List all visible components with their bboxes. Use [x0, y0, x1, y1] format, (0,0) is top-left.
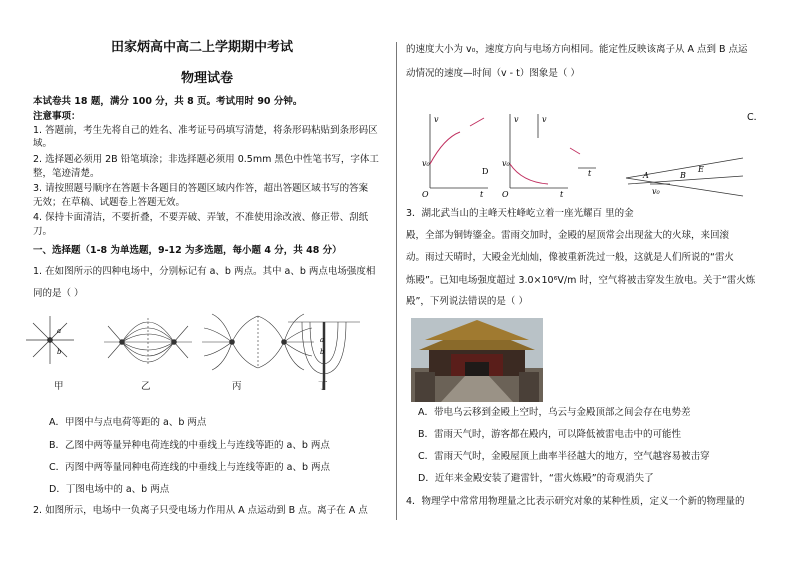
- note-line: 无效；在草稿、试题卷上答题无效。: [33, 197, 186, 208]
- svg-text:v₀: v₀: [652, 187, 660, 196]
- svg-text:a: a: [57, 327, 62, 335]
- q2-graphs: [418, 108, 773, 200]
- exam-subject: 物理试卷: [181, 71, 234, 86]
- q1-stem: 1. 在如图所示的四种电场中，分别标记有 a、b 两点。其中 a、b 两点电场强度相: [33, 266, 376, 277]
- note-line: 域。: [33, 138, 53, 149]
- svg-text:a: a: [320, 336, 325, 344]
- vt-graph-c: [538, 114, 596, 168]
- q1-option-c: C．丙图中两等量同种电荷连线的中垂线上与连线等距的 a、b 两点: [49, 462, 331, 473]
- q1-figures: [20, 312, 365, 392]
- section-heading: 一、选择题（1-8 为单选题，9-12 为多选题，每小题 4 分，共 48 分）: [33, 245, 342, 256]
- svg-text:O: O: [422, 190, 429, 199]
- svg-text:t: t: [588, 169, 592, 178]
- point-charge-figure: [26, 316, 74, 364]
- q1-stem: 同的是（ ）: [33, 288, 84, 299]
- note-line: 3. 请按照题号顺序在答题卡各题目的答题区域内作答，超出答题区域书写的答案: [33, 183, 369, 194]
- note-line: 1. 答题前，考生先将自己的姓名、准考证号码填写清楚，将条形码粘贴到条形码区: [33, 125, 378, 136]
- svg-text:v: v: [514, 115, 519, 124]
- q2-stem: 的速度大小为 v₀，速度方向与电场方向相同。能定性反映该离子从 A 点到 B 点运: [406, 44, 748, 55]
- q2-option-c: C．: [747, 112, 764, 123]
- q3-line: 动。雨过天晴时，大殿金光灿灿，像被重新洗过一般，这就是人们所说的“雷火: [406, 252, 734, 263]
- svg-text:D: D: [482, 167, 489, 176]
- note-line: 整，笔迹清楚。: [33, 168, 100, 179]
- column-divider: [396, 42, 397, 520]
- q3-option-b: B．雷雨天气时，游客都在殿内，可以降低被雷电击中的可能性: [418, 429, 682, 440]
- svg-text:E: E: [698, 165, 704, 174]
- svg-text:v: v: [542, 115, 547, 124]
- q3-option-c: C．雷雨天气时，金殿屋顶上曲率半径越大的地方，空气越容易被击穿: [418, 451, 710, 462]
- opposite-charges-figure: [104, 318, 192, 366]
- q4-stem: 4．物理学中常常用物理量之比表示研究对象的某种性质，定义一个新的物理量的: [406, 496, 745, 507]
- q3-line: 3．湖北武当山的主峰天柱峰屹立着一座光耀百 里的金: [406, 208, 634, 219]
- svg-text:B: B: [680, 171, 686, 180]
- q3-line: 炼殿”。已知电场强度超过 3.0×10⁶V/m 时，空气将被击穿发生放电。关于“雷火炼: [406, 275, 756, 286]
- q3-line: 殿，全部为铜铸鎏金。雷雨交加时，金殿的屋顶常会出现盆大的火球，来回滚: [406, 230, 730, 241]
- fig-label: 丙: [232, 381, 242, 392]
- svg-text:O: O: [502, 190, 509, 199]
- q3-option-d: D．近年来金殿安装了避雷针，“雷火炼殿”的奇观消失了: [418, 473, 654, 484]
- q1-option-b: B．乙图中两等量异种电荷连线的中垂线上与连线等距的 a、b 两点: [49, 440, 330, 451]
- vt-graph-b: [510, 114, 568, 188]
- svg-text:b: b: [57, 348, 62, 356]
- svg-text:v₀: v₀: [502, 159, 510, 168]
- note-line: 4. 保持卡面清洁，不要折叠，不要弄破、弄皱，不准使用涂改液、修正带、刮纸: [33, 212, 369, 223]
- plate-field-figure: [288, 322, 360, 390]
- svg-text:v₀: v₀: [422, 159, 430, 168]
- fig-label: 甲: [54, 381, 64, 392]
- svg-text:A: A: [643, 171, 649, 180]
- q3-option-a: A．带电乌云移到金殿上空时，乌云与金殿顶部之间会存在电势差: [418, 407, 691, 418]
- notes-heading: 注意事项：: [33, 111, 81, 122]
- q1-option-a: A．甲图中与点电荷等距的 a、b 两点: [49, 417, 207, 428]
- like-charges-figure: [202, 314, 314, 370]
- note-line: 刀。: [33, 226, 53, 237]
- svg-text:t: t: [560, 190, 564, 199]
- note-line: 2. 选择题必须用 2B 铅笔填涂；非选择题必须用 0.5mm 黑色中性笔书写，字体工: [33, 154, 379, 165]
- fig-label: 丁: [318, 381, 328, 392]
- vt-graph-a: [430, 114, 488, 188]
- q1-option-d: D．丁图电场中的 a、b 两点: [49, 484, 170, 495]
- fig-label: 乙: [141, 381, 151, 392]
- temple-photo: [411, 318, 543, 402]
- q2-stem: 动情况的速度—时间（v - t）图象是（ ）: [406, 68, 580, 79]
- svg-text:b: b: [320, 348, 325, 356]
- exam-info: 本试卷共 18 题，满分 100 分，共 8 页。考试用时 90 分钟。: [33, 96, 303, 107]
- exam-title: 田家炳高中高二上学期期中考试: [111, 40, 294, 55]
- svg-text:t: t: [480, 190, 484, 199]
- svg-text:v: v: [434, 115, 439, 124]
- q3-line: 殿”，下列说法错误的是（ ）: [406, 296, 528, 307]
- q2-stem-start: 2. 如图所示，电场中一负离子只受电场力作用从 A 点运动到 B 点。离子在 A 点: [33, 505, 368, 516]
